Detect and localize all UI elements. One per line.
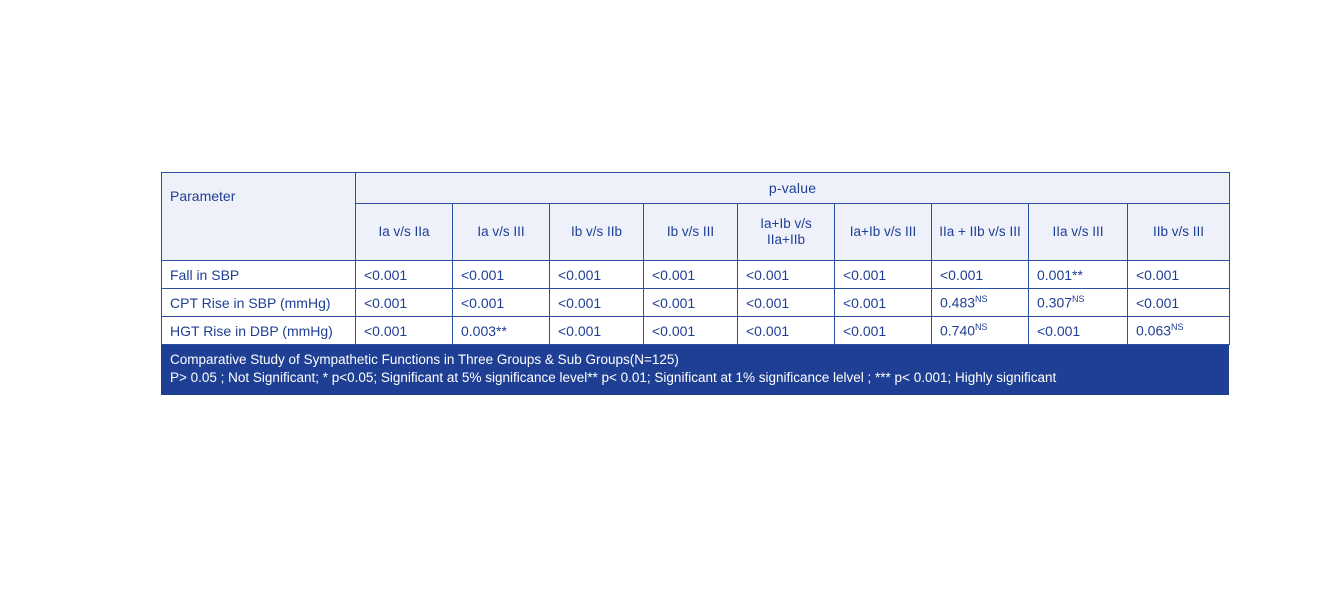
- row-value: <0.001: [1128, 261, 1230, 289]
- footnote-title: Comparative Study of Sympathetic Functions in Three Groups & Sub Groups(N=125): [170, 352, 679, 367]
- table-head: [162, 173, 1230, 261]
- row-value: <0.001: [835, 261, 932, 289]
- header-cell-comparison-4: Ia+Ib v/s IIa+IIb: [738, 204, 835, 261]
- header-cell-comparison-8: IIb v/s III: [1128, 204, 1230, 261]
- row-parameter: Fall in SBP: [162, 261, 356, 289]
- row-value: <0.001: [550, 261, 644, 289]
- row-value: <0.001: [738, 317, 835, 345]
- row-value: <0.001: [550, 289, 644, 317]
- header-cell-comparison-1: Ia v/s III: [453, 204, 550, 261]
- table-body: [162, 261, 1230, 345]
- row-value: <0.001: [356, 317, 453, 345]
- row-value: <0.001: [550, 317, 644, 345]
- row-value: <0.001: [835, 289, 932, 317]
- row-value: 0.001**: [1029, 261, 1128, 289]
- row-value: <0.001: [644, 261, 738, 289]
- row-value: $0.063^{NS}$: [1128, 317, 1230, 345]
- table-header-row-top: [162, 173, 1230, 204]
- p-value-table: [161, 172, 1230, 345]
- row-value: <0.001: [453, 289, 550, 317]
- row-value: <0.001: [1029, 317, 1128, 345]
- row-value: <0.001: [738, 289, 835, 317]
- row-value: <0.001: [835, 317, 932, 345]
- row-value: $0.307^{NS}$: [1029, 289, 1128, 317]
- header-parameter-label: Parameter: [170, 187, 236, 204]
- row-value: <0.001: [453, 261, 550, 289]
- row-value: $0.483^{NS}$: [932, 289, 1029, 317]
- table-row: [162, 289, 1230, 317]
- header-cell-comparison-6: IIa + IIb v/s III: [932, 204, 1029, 261]
- header-cell-comparison-3: Ib v/s III: [644, 204, 738, 261]
- header-cell-comparison-0: Ia v/s IIa: [356, 204, 453, 261]
- row-parameter: CPT Rise in SBP (mmHg): [162, 289, 356, 317]
- row-value: <0.001: [356, 261, 453, 289]
- footnote-legend: P> 0.05 ; Not Significant; * p<0.05; Significant at 5% significance level** p< 0.01; Significant at 1% significance lelvel ; *** p< 0.001; Highly significant: [170, 370, 1057, 386]
- row-value: <0.001: [644, 289, 738, 317]
- row-parameter: HGT Rise in DBP (mmHg): [162, 317, 356, 345]
- row-value: <0.001: [356, 289, 453, 317]
- results-table-container: [161, 172, 1229, 395]
- header-cell-comparison-2: Ib v/s IIb: [550, 204, 644, 261]
- table-footnote: [161, 345, 1229, 395]
- table-row: [162, 317, 1230, 345]
- row-value: <0.001: [644, 317, 738, 345]
- row-value: <0.001: [1128, 289, 1230, 317]
- row-value: <0.001: [738, 261, 835, 289]
- header-cell-comparison-5: Ia+Ib v/s III: [835, 204, 932, 261]
- header-cell-pvalue: p-value: [356, 173, 1230, 204]
- row-value: <0.001: [932, 261, 1029, 289]
- header-cell-parameter: [162, 173, 356, 261]
- header-cell-comparison-7: IIa v/s III: [1029, 204, 1128, 261]
- table-row: [162, 261, 1230, 289]
- row-value: 0.003**: [453, 317, 550, 345]
- row-value: $0.740^{NS}$: [932, 317, 1029, 345]
